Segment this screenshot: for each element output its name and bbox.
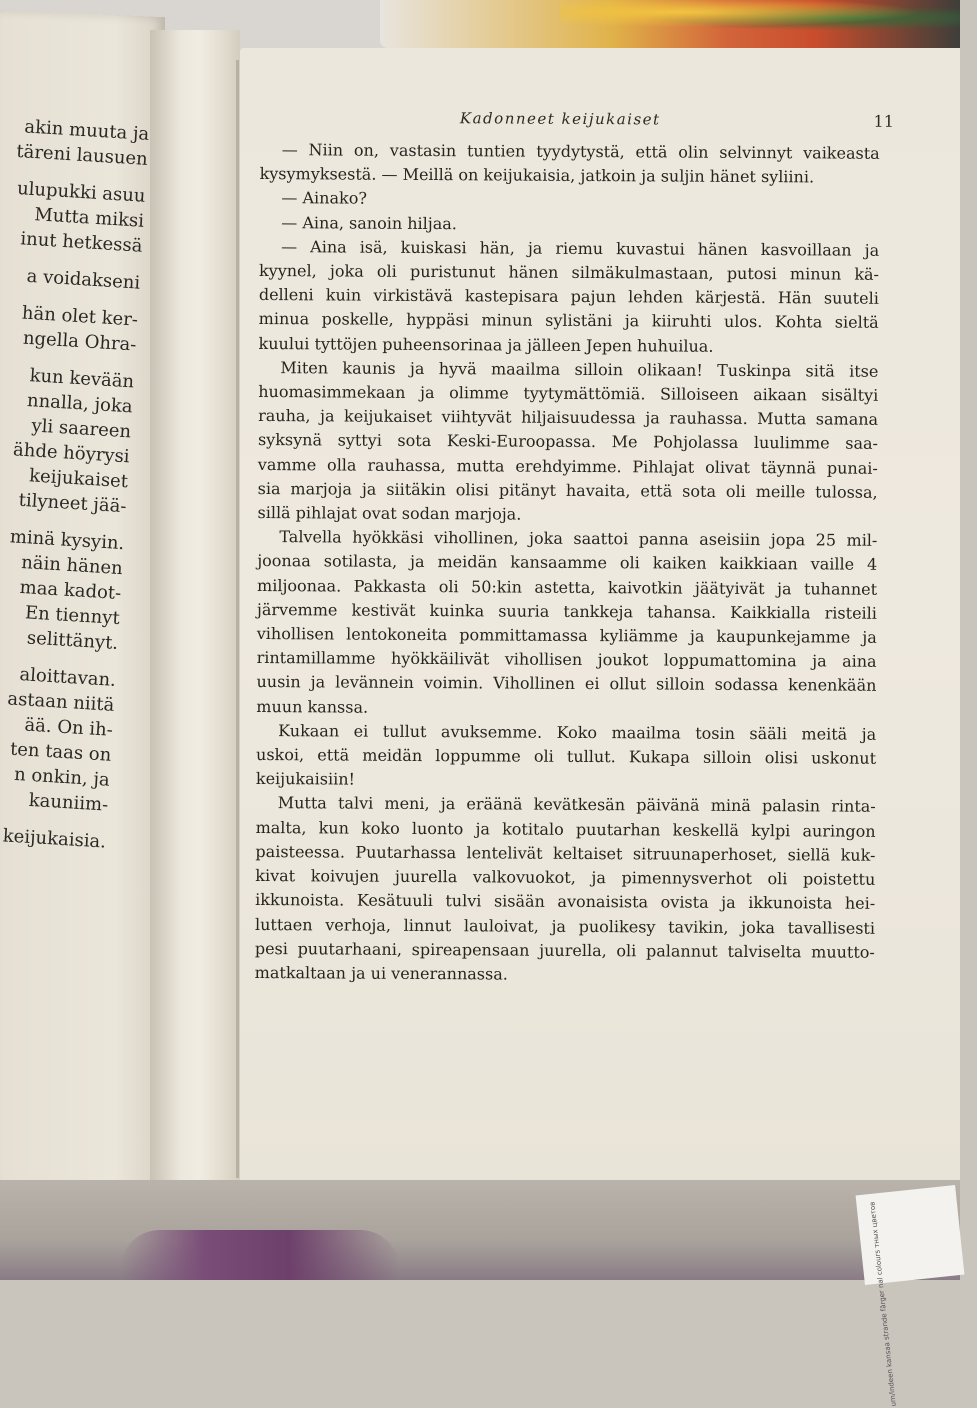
text-line: vamme olla rauhassa, mutta erehdyimme. Pihlajat olivat täynnä punai- <box>257 454 878 478</box>
left-page-line: n onkin, ja <box>13 763 111 791</box>
text-line: rauha, ja keijukaiset viihtyvät hiljaisuudessa ja rauhassa. Mutta samana <box>258 406 879 430</box>
text-line: kyynel, joka oli puristunut hänen silmäkulmastaan, putosi minun kä- <box>258 261 880 284</box>
left-page-line: ulupukki asuu <box>16 178 147 207</box>
paragraph <box>256 525 877 722</box>
left-page-line: astaan niitä <box>6 688 115 716</box>
text-line: kuului tyttöjen puheensorinaa ja jälleen Jepen huhuilua. <box>258 333 714 356</box>
text-line: miljoonaa. Pakkasta oli 50:kin astetta, kaivotkin jäätyivät ja tuhannet <box>257 575 878 599</box>
running-header <box>260 108 894 142</box>
page-content <box>254 108 894 989</box>
paragraph <box>255 791 876 988</box>
left-page-line: maa kadot- <box>19 576 122 605</box>
text-line: rintamillamme hyökkäilivät vihollisen joukot loppumattomina ja aina <box>256 648 877 672</box>
paragraph <box>256 719 876 795</box>
left-page-line: yli saareen <box>30 415 132 443</box>
left-page-line: keijukaiset <box>28 465 129 493</box>
left-page-line: tilyneet jää- <box>18 489 128 518</box>
text-line: huomasimmekaan ja olimme tyytymättömiä. Silloiseen aikaan sisältyi <box>258 382 879 405</box>
book-gutter <box>150 30 240 1190</box>
product-label-text: um/indeen kansaa strande färger nal colours тных цветов <box>868 1201 898 1407</box>
text-line: delleni kuin virkistävä kastepisara pajun lehden kärjestä. Hän suuteli <box>258 285 879 309</box>
left-page-line: kun kevään <box>29 365 135 393</box>
background-object <box>380 0 960 48</box>
text-line: järvemme kestivät kuinka suuria tankkeja tahansa. Kaikkialla risteili <box>256 599 877 623</box>
text-line: minua poskelle, hyppäsi minun sylistäni ja kiiruhti ulos. Kohta sieltä <box>258 309 879 333</box>
left-page-line: ähde höyrysi <box>12 439 131 468</box>
text-line: matkaltaan ja ui venerannassa. <box>254 962 508 984</box>
left-page-line: a voidakseni <box>26 265 141 294</box>
text-line: sia marjoja ja siitäkin olisi pitänyt havaita, että sota oli meille tulossa, <box>257 478 878 502</box>
text-line: paisteessa. Puutarhassa lentelivät keltaiset sitruunaperhoset, siellä kuk- <box>255 841 876 865</box>
text-line: — Ainako? <box>281 188 368 209</box>
left-page-line: En tiennyt <box>24 602 121 630</box>
text-line: Kukaan ei tullut avuksemme. Koko maailma tosin sääli meitä ja <box>278 720 877 744</box>
paragraph <box>257 356 878 529</box>
text-line: vihollisen lentokoneita pommittamassa kyliämme ja kaupunkejamme ja <box>256 624 877 647</box>
paragraph <box>259 211 879 239</box>
text-line: uskoi, että meidän loppumme oli tullut. Kukapa silloin olisi uskonut <box>255 745 877 768</box>
text-line: pesi puutarhaani, spireapensaan juurella, oli palannut talviselta muutto- <box>254 938 875 962</box>
text-line: — Niin on, vastasin tuntien tyydytystä, että olin selvinnyt vaikeasta <box>281 140 880 163</box>
left-page-line: minä kysyin. <box>9 526 125 555</box>
left-page-line: hän olet ker- <box>21 302 139 331</box>
right-page <box>240 48 960 1190</box>
text-line: sillä pihlajat ovat sodan marjoja. <box>257 503 522 524</box>
paragraph <box>260 138 880 190</box>
text-line: joonaa sotilasta, ja meidän kansaamme oli kaiken kaikkiaan vaille 4 <box>257 551 878 575</box>
page-number: 11 <box>873 111 894 131</box>
text-line: keijukaisiin! <box>255 769 356 789</box>
text-line: — Aina isä, kuiskasi hän, ja riemu kuvastui hänen kasvoillaan ja <box>281 236 880 260</box>
text-line: malta, kun koko luonto ja kotitalo puutarhan keskellä kylpi auringon <box>255 817 876 841</box>
text-line: — Aina, sanoin hiljaa. <box>281 212 457 233</box>
running-title: Kadonneet keijukaiset <box>459 109 661 129</box>
left-page-line: täreni lausuen <box>15 140 149 170</box>
text-line: luttaen verhoja, linnut lauloivat, ja puolikesy tavikin, joka tavallisesti <box>254 914 876 938</box>
text-line: kivat koivujen juurella valkovuokot, ja pimennysverhot oli poistettu <box>255 866 876 889</box>
product-label <box>856 1185 965 1407</box>
left-page-line: ngella Ohra- <box>22 327 137 356</box>
text-line: Talvella hyökkäsi vihollinen, joka saattoi panna aseisiin jopa 25 mil- <box>279 527 878 551</box>
page-edge <box>236 60 239 1178</box>
text-line: syksynä syttyi sota Keski-Euroopassa. Me Pohjolassa luulimme saa- <box>257 430 879 454</box>
text-line: uusin ja levännein voimin. Vihollinen ei ollut silloin sodassa kenenkään <box>256 672 877 696</box>
left-page-line: keijukaisia. <box>2 825 107 853</box>
left-page-line: Mutta miksi <box>33 204 145 232</box>
body-text <box>255 138 880 989</box>
text-line: kysymyksestä. — Meillä on keijukaisia, jatkoin ja suljin hänet syliini. <box>259 164 815 187</box>
text-line: muun kanssa. <box>256 696 369 717</box>
left-page-line: näin hänen <box>20 551 124 580</box>
left-page-line: aloittavan. <box>18 664 117 691</box>
paragraph <box>258 235 879 360</box>
left-page-line: inut hetkessä <box>19 228 144 257</box>
text-line: Mutta talvi meni, ja eräänä kevätkesän päivänä minä palasin rinta- <box>277 793 876 817</box>
left-page-line: ää. On ih- <box>23 714 114 741</box>
left-page-line: nnalla, joka <box>26 390 134 418</box>
left-page-line: kauniim- <box>28 789 109 816</box>
left-page-line: akin muuta ja <box>23 116 150 145</box>
text-line: Miten kaunis ja hyvä maailma silloin olikaan! Tuskinpa sitä itse <box>280 357 879 381</box>
left-page-line: ten taas on <box>9 738 112 766</box>
left-page-line: selittänyt. <box>26 627 119 655</box>
cloth-pattern <box>120 1230 400 1280</box>
paragraph <box>259 186 879 214</box>
text-line: ikkunoista. Kesätuuli tulvi sisään avonaisista ovista ja ikkunoista hei- <box>255 890 876 914</box>
